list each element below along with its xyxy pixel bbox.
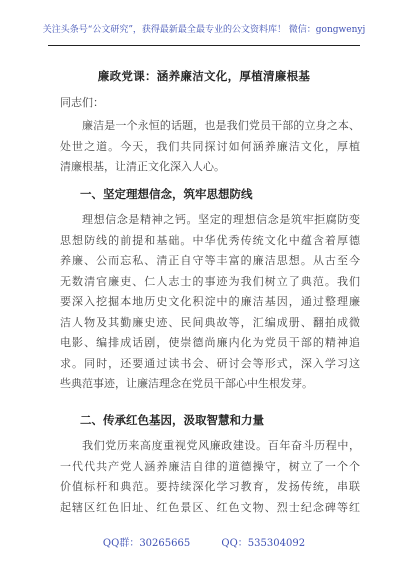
- paragraph-line: 些典范事迹，让廉洁理念在党员干部心中生根发芽。: [60, 377, 313, 390]
- document-title: 廉政党课：涵养廉洁文化，厚植清廉根基: [97, 69, 311, 83]
- paragraph-line: 无数清官廉吏、仁人志士的事迹为我们树立了典范。我们: [60, 274, 360, 288]
- section-1-paragraph: [60, 210, 360, 395]
- paragraph-line: 价值标杆和典范。要持续深化学习教育，发扬传统，串联: [60, 480, 360, 493]
- section-heading-2: 二、传承红色基因，汲取智慧和力量: [80, 413, 264, 427]
- paragraph-line: 思想防线的前提和基础。中华优秀传统文化中蕴含着厚德: [60, 233, 360, 247]
- paragraph-line: 要深入挖掘本地历史文化积淀中的廉洁基因，通过整理廉: [60, 295, 360, 308]
- intro-paragraph: [60, 116, 360, 178]
- paragraph-line: 洁人物及其勤廉史迹、民间典故等，汇编成册、翻拍成微: [60, 315, 360, 329]
- section-heading-1: 一、坚定理想信念，筑牢思想防线: [80, 187, 253, 201]
- paragraph-line: 理想信念是精神之钙。坚定的理想信念是筑牢拒腐防变: [82, 213, 360, 226]
- paragraph-line: 清廉根基，让清正文化深入人心。: [60, 160, 225, 173]
- paragraph-line: 起辖区红色旧址、红色景区、红色文物、烈士纪念碑等红: [60, 500, 360, 514]
- paragraph-line: 求。同时，还要通过读书会、研讨会等形式，深入学习这: [60, 356, 360, 370]
- qq-group-number: QQ群：30265665: [102, 538, 191, 549]
- footer-contact: [0, 534, 408, 549]
- paragraph-line: 我们党历来高度重视党风廉政建设。百年奋斗历程中，: [82, 439, 360, 452]
- paragraph-line: 处世之道。今天，我们共同探讨如何涵养廉洁文化，厚植: [60, 139, 360, 153]
- paragraph-line: 一代代共产党人涵养廉洁自律的道德操守，树立了一个个: [60, 459, 360, 473]
- salutation: 同志们：: [60, 96, 104, 109]
- paragraph-line: 养廉、公而忘私、清正自守等丰富的廉洁思想。从古至今: [60, 254, 360, 267]
- paragraph-line: 电影、编排成话剧，使崇德尚廉内化为党员干部的精神追: [60, 336, 360, 349]
- header-divider: [48, 45, 360, 46]
- header-banner: 关注头条号“公文研究”，获得最新最全最专业的公文资料库！ 微信：gongwenyj: [42, 25, 366, 35]
- paragraph-line: 廉洁是一个永恒的话题，也是我们党员干部的立身之本、: [82, 119, 360, 132]
- qq-number: QQ：535304092: [221, 538, 306, 549]
- section-2-paragraph: [60, 436, 360, 518]
